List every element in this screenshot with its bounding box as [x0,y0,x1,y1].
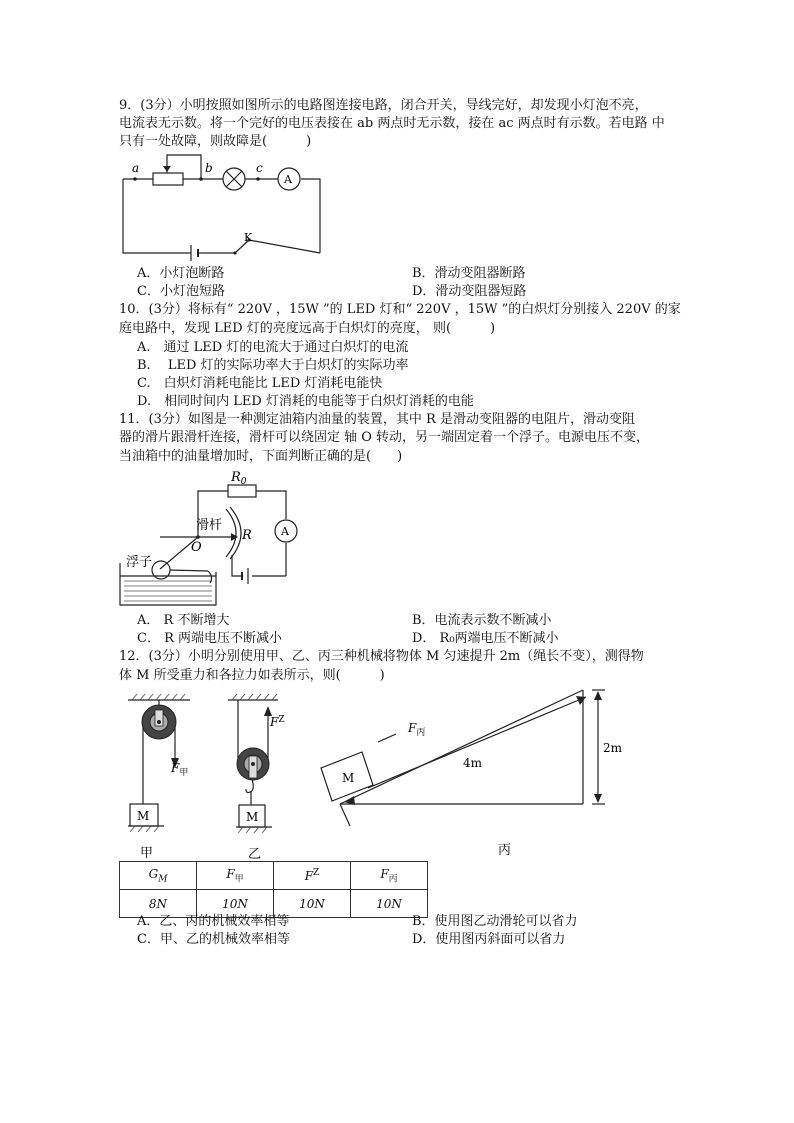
q12-caption-yi: 乙 [248,847,262,862]
q11-ammeter-symbol: A [281,525,289,538]
q12-fjia-label: $F_甲$ [171,761,189,778]
table-header-fbing: $F_丙$ [351,862,428,890]
q12-movable-pulley-diagram [222,692,304,864]
q9-label-a: a [132,161,140,175]
q10-option-d: D. 相同时间内 LED 灯消耗的电能等于白炽灯消耗的电能 [137,394,474,409]
q9-option-b: B．滑动变阻器断路 [412,266,526,281]
q12-incline-height: 2m [603,741,623,755]
q9-label-b: b [205,161,213,175]
q11-option-a: A． R 不断增大 [137,613,230,628]
q11-float-label: 浮子 [126,555,153,570]
q10-line-2: 庭电路中，发现 LED 灯的亮度远高于白炽灯的亮度， 则( ) [119,321,496,336]
q9-option-d: D．滑动变阻器短路 [412,284,527,299]
q9-ammeter-symbol: A [284,173,292,186]
q11-rheostat-label: R [242,528,252,543]
q12-option-c: C．甲、乙的机械效率相等 [137,932,290,947]
q9-option-c: C．小灯泡短路 [137,284,225,299]
q12-fixed-pulley-diagram [118,692,200,864]
q9-line-1: 9．(3分）小明按照如图所示的电路图连接电路，闭合开关，导线完好，却发现小灯泡不亮， [119,98,648,113]
q12-fyi-label: $F^Z$ [270,715,285,729]
q11-option-c: C． R 两端电压不断减小 [137,631,282,646]
table-cell-gm: 8N [120,890,197,918]
q12-incline-diagram [318,686,623,861]
q11-pivot-label: O [191,540,202,555]
q12-option-a: A．乙、丙的机械效率相等 [137,914,290,929]
q12-jia-mass: M [137,809,150,823]
q12-fbing-label: $F_丙$ [408,721,426,738]
q11-option-d: D． R₀两端电压不断减小 [412,631,559,646]
q12-caption-jia: 甲 [140,846,154,861]
q12-line-1: 12．(3分）小明分别使用甲、乙、丙三种机械将物体 M 匀速提升 2m（绳长不变），测得物 [119,649,644,664]
q12-option-d: D．使用图丙斜面可以省力 [412,932,566,947]
q9-label-c: c [256,161,263,175]
q12-line-2: 体 M 所受重力和各拉力如表所示，则( ) [119,668,385,683]
q12-option-b: B．使用图乙动滑轮可以省力 [412,914,578,929]
q12-data-table [119,861,428,918]
q10-line-1: 10．(3分）将标有“ 220V ，15W ”的 LED 灯和“ 220V ，15W ”的白炽灯分别接入 220V 的家 [119,302,681,317]
table-cell-fyi: 10N [274,890,351,918]
q9-switch-label: K [244,231,253,244]
q12-bing-mass: M [342,771,355,785]
table-header-fyi: $F^Z$ [274,862,351,890]
q11-option-b: B．电流表示数不断减小 [412,613,552,628]
q12-incline-length: 4m [463,756,483,770]
table-row [120,862,428,890]
q11-line-3: 当油箱中的油量增加时，下面判断正确的是( ) [119,449,403,464]
q11-fuel-gauge-diagram [118,467,296,609]
table-cell-fjia: 10N [197,890,274,918]
q11-r0-label: $R_0$ [231,470,247,487]
table-header-gm: $G_M$ [120,862,197,890]
q9-option-a: A．小灯泡断路 [137,266,225,281]
q11-lever-label: 滑杆 [196,518,223,533]
q9-line-2: 电流表无示数。将一个完好的电压表接在 ab 两点时无示数，接在 ac 两点时有示数。若电路 中 [119,116,665,131]
q12-caption-bing: 丙 [498,843,512,858]
q9-circuit-diagram [115,152,330,260]
q11-line-2: 器的滑片跟滑杆连接，滑杆可以绕固定 轴 O 转动，另一端固定着一个浮子。电源电压不变， [119,430,650,445]
q11-line-1: 11．(3分）如图是一种测定油箱内油量的装置，其中 R 是滑动变阻器的电阻片，滑动变阻 [119,412,635,427]
table-header-fjia: $F_甲$ [197,862,274,890]
table-cell-fbing: 10N [351,890,428,918]
q9-line-3: 只有一处故障，则故障是( ) [119,134,312,149]
q10-option-c: C. 白炽灯消耗电能比 LED 灯消耗电能快 [137,376,383,391]
q10-option-b: B. LED 灯的实际功率大于白炽灯的实际功率 [137,358,409,373]
q10-option-a: A. 通过 LED 灯的电流大于通过白炽灯的电流 [137,340,409,355]
q12-yi-mass: M [246,810,259,824]
